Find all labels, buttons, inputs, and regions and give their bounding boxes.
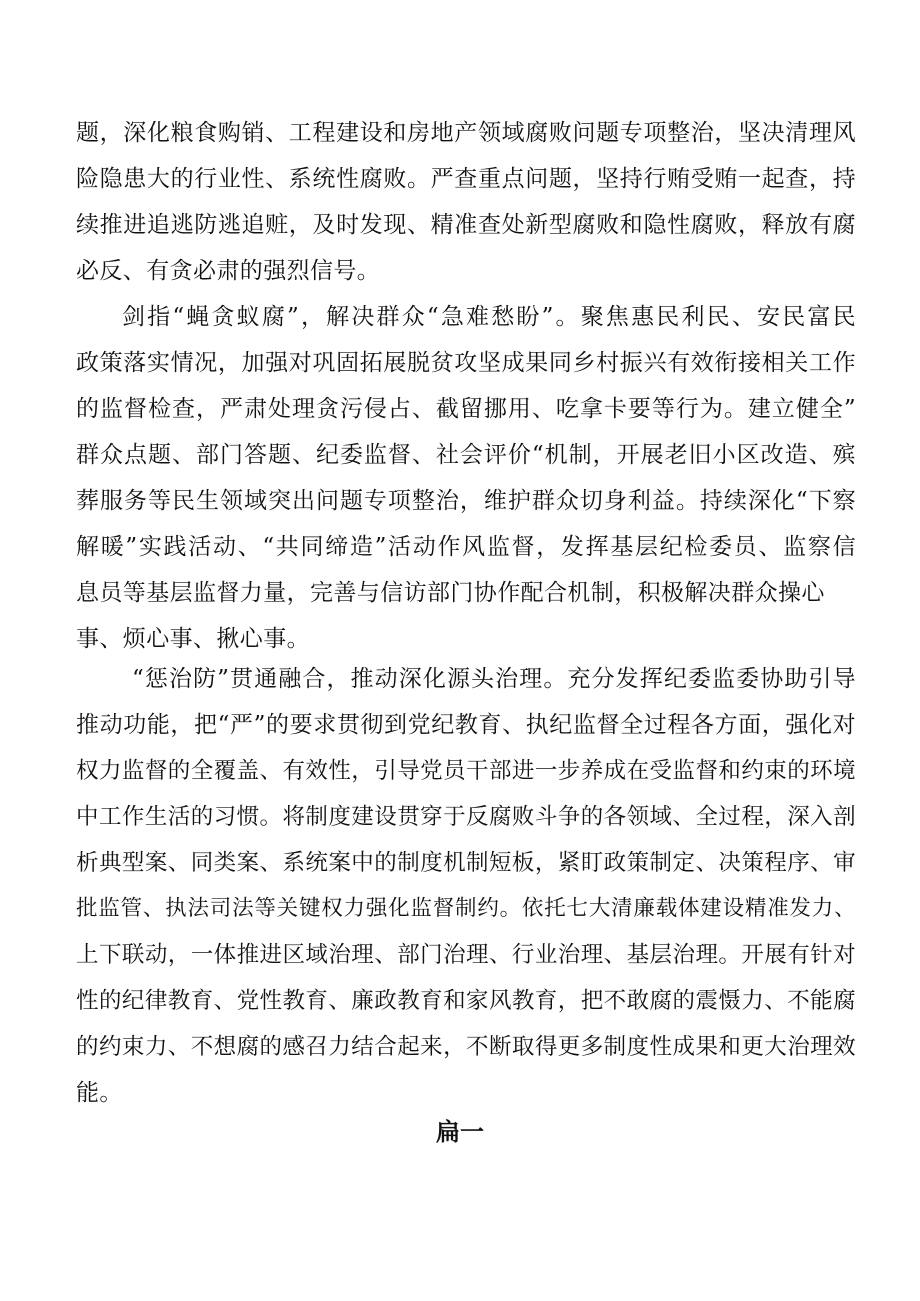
paragraph-line: 群众点题、部门答题、纪委监督、社会评价“机制，开展老旧小区改造、殡 bbox=[76, 442, 856, 468]
paragraph-line: 题，深化粮食购销、工程建设和房地产领域腐败问题专项整治，坚决清理风 bbox=[76, 120, 856, 146]
paragraph-line: 能。 bbox=[76, 1080, 123, 1106]
paragraph-line: 上下联动，一体推进区域治理、部门治理、行业治理、基层治理。开展有针对 bbox=[76, 942, 856, 968]
paragraph-line: 葬服务等民生领域突出问题专项整治，维护群众切身利益。持续深化“下察 bbox=[76, 488, 856, 514]
paragraph-line: 批监管、执法司法等关键权力强化监督制约。依托七大清廉载体建设精准发力、 bbox=[76, 896, 856, 921]
paragraph-line: 续推进追逃防逃追赃，及时发现、精准查处新型腐败和隐性腐败，释放有腐 bbox=[76, 212, 856, 238]
paragraph-line: 事、烦心事、揪心事。 bbox=[76, 626, 310, 652]
paragraph-line: 推动功能，把“严”的要求贯彻到党纪教育、执纪监督全过程各方面，强化对 bbox=[76, 712, 856, 738]
paragraph-line: 剑指“蝇贪蚁腐”，解决群众“急难愁盼”。聚焦惠民利民、安民富民 bbox=[122, 304, 856, 330]
paragraph-3 bbox=[76, 656, 856, 1116]
paragraph-line: 的约束力、不想腐的感召力结合起来，不断取得更多制度性成果和更大治理效 bbox=[76, 1034, 856, 1060]
paragraph-line: 解暖”实践活动、“共同缔造”活动作风监督，发挥基层纪检委员、监察信 bbox=[76, 534, 856, 560]
paragraph-line: 析典型案、同类案、系统案中的制度机制短板，紧盯政策制定、决策程序、审 bbox=[76, 850, 856, 876]
paragraph-line: 息员等基层监督力量，完善与信访部门协作配合机制，积极解决群众操心 bbox=[76, 580, 825, 606]
paragraph-line: 性的纪律教育、党性教育、廉政教育和家风教育，把不敢腐的震慑力、不能腐 bbox=[76, 988, 856, 1014]
paragraph-line: 中工作生活的习惯。将制度建设贯穿于反腐败斗争的各领域、全过程，深入剖 bbox=[76, 804, 856, 830]
section-heading: 扁一 bbox=[436, 1117, 484, 1146]
paragraph-line: 政策落实情况，加强对巩固拓展脱贫攻坚成果同乡村振兴有效衔接相关工作 bbox=[76, 350, 856, 376]
paragraph-line: 险隐患大的行业性、系统性腐败。严查重点问题，坚持行贿受贿一起查，持 bbox=[76, 166, 856, 192]
paragraph-line: 必反、有贪必肃的强烈信号。 bbox=[76, 258, 381, 284]
paragraph-line: 权力监督的全覆盖、有效性，引导党员干部进一步养成在受监督和约束的环境 bbox=[76, 758, 856, 784]
paragraph-2 bbox=[76, 294, 856, 662]
paragraph-1 bbox=[76, 110, 856, 294]
paragraph-line: 的监督检查，严肃处理贪污侵占、截留挪用、吃拿卡要等行为。建立健全” bbox=[76, 396, 856, 422]
paragraph-line: “惩治防”贯通融合，推动深化源头治理。充分发挥纪委监委协助引导 bbox=[132, 666, 856, 692]
